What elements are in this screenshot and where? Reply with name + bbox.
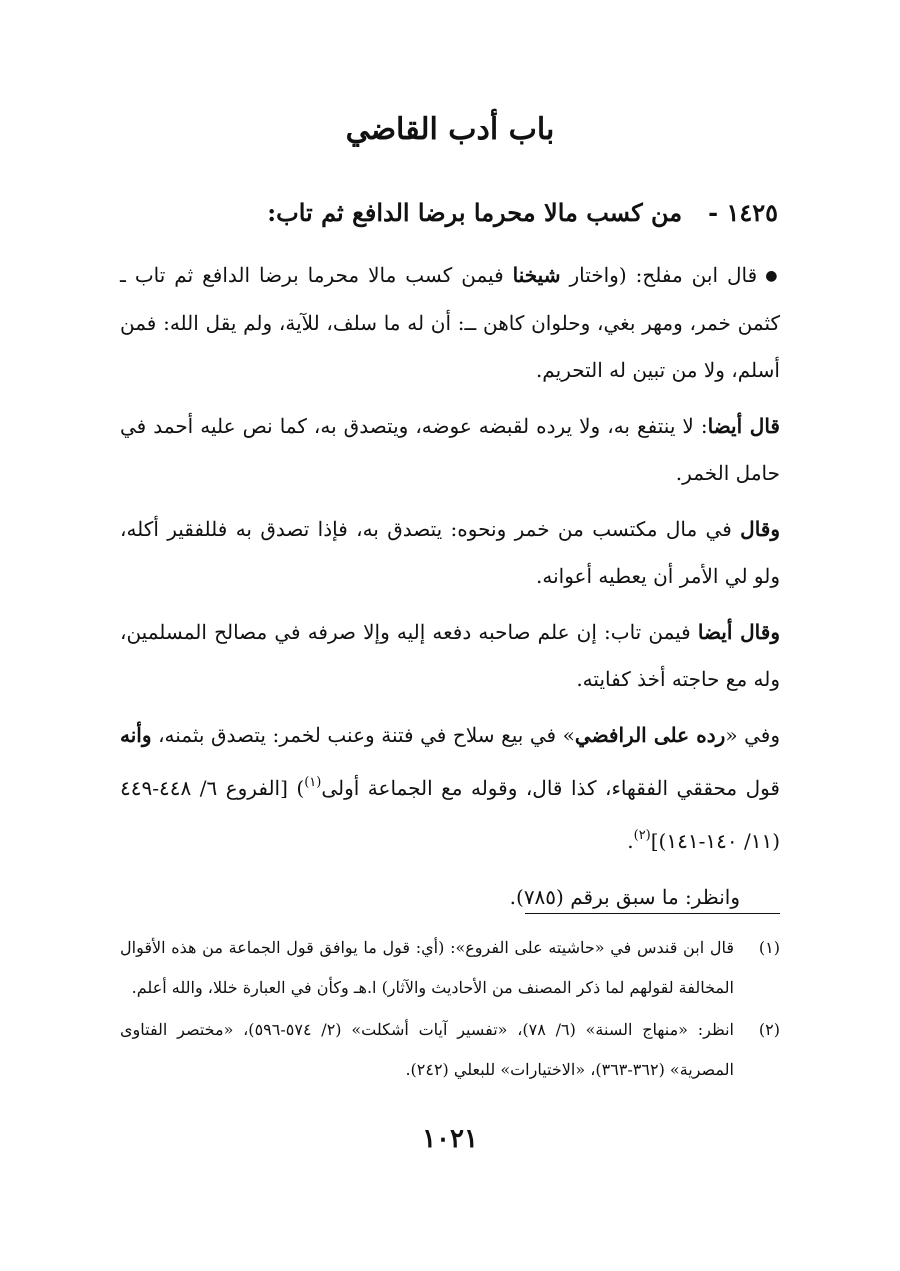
bold-text: قال أيضا [707,414,780,438]
text-run: » في بيع سلاح في فتنة وعنب لخمر: يتصدق بثمنه، [151,723,575,747]
footnote-reference[interactable]: (٢) [633,828,651,843]
footnote-number: (١) [758,938,780,957]
footnotes [120,928,780,1092]
bold-text: وقال أيضا [697,620,780,644]
page-number: ١٠٢١ [422,1124,478,1154]
text-run: في مال مكتسب من خمر ونحوه: يتصدق به، فإذا تصدق به فللفقير أكله، ولو لي الأمر أن يعطيه أعوانه. [120,517,780,588]
text-run: قال ابن مفلح: (واختار [560,263,758,287]
body-text [120,252,780,930]
footnote-text: انظر: «منهاج السنة» (٦/ ٧٨)، «تفسير آيات أشكلت» (٢/ ٥٧٤-٥٩٦)، «مختصر الفتاوى المصرية» (٣٦٢-٣٦٣)، «الاختيارات» للبعلي (٢٤٢). [120,1020,734,1079]
text-run: فيمن تاب: إن علم صاحبه دفعه إليه وإلا صرفه في مصالح المسلمين، وله مع حاجته أخذ كفايته. [120,620,780,691]
footnote [120,1010,780,1090]
text-run: . [627,829,634,853]
section-title: من كسب مالا محرما برضا الدافع ثم تاب: [267,198,683,227]
paragraph [120,403,780,497]
footnote [120,928,780,1008]
paragraph [120,252,780,394]
text-run: وفي « [725,723,780,747]
text-run: : لا ينتفع به، ولا يرده لقبضه عوضه، ويتصدق به، كما نص عليه أحمد في حامل الخمر. [120,414,780,485]
section-heading [120,198,778,227]
footnote-text: قال ابن قندس في «حاشيته على الفروع»: (أي: قول ما يوافق قول الجماعة من هذه الأقوال المخالفة لقولهم لما ذكر المصنف من الأحاديث والآثار) ا.هـ وكأن في العبارة خللا، والله أعلم. [120,938,734,997]
section-number: ١٤٢٥ - [708,198,778,227]
bold-text: وأنه [120,723,152,747]
bullet-icon: ● [765,268,781,284]
bold-text: وقال [740,517,780,541]
bold-text: رده على الرافضي [574,723,726,747]
paragraph [120,609,780,703]
paragraph [120,506,780,600]
paragraph [120,712,780,865]
bold-text: شيخنا [512,263,561,287]
text-run: فيمن كسب مالا محرما برضا الدافع ثم تاب ـ كثمن خمر، ومهر بغي، وحلوان كاهن ــ: أن له ما سلف، للآية، ولم يقل الله: فمن أسلم، ولا من تبين له التحريم. [120,263,780,382]
footnote-reference[interactable]: (١) [304,775,322,790]
text-run: ) [الفروع ٦/ ٤٤٨-٤٤٩ (١١/ ١٤٠-١٤١)] [120,776,780,853]
see-also-note: وانظر: ما سبق برقم (٧٨٥). [509,885,740,909]
footnote-number: (٢) [758,1020,780,1039]
text-run: قول محققي الفقهاء، كذا قال، وقوله مع الجماعة أولى [321,776,780,800]
footnote-divider [525,913,780,914]
chapter-title: باب أدب القاضي [345,112,555,147]
